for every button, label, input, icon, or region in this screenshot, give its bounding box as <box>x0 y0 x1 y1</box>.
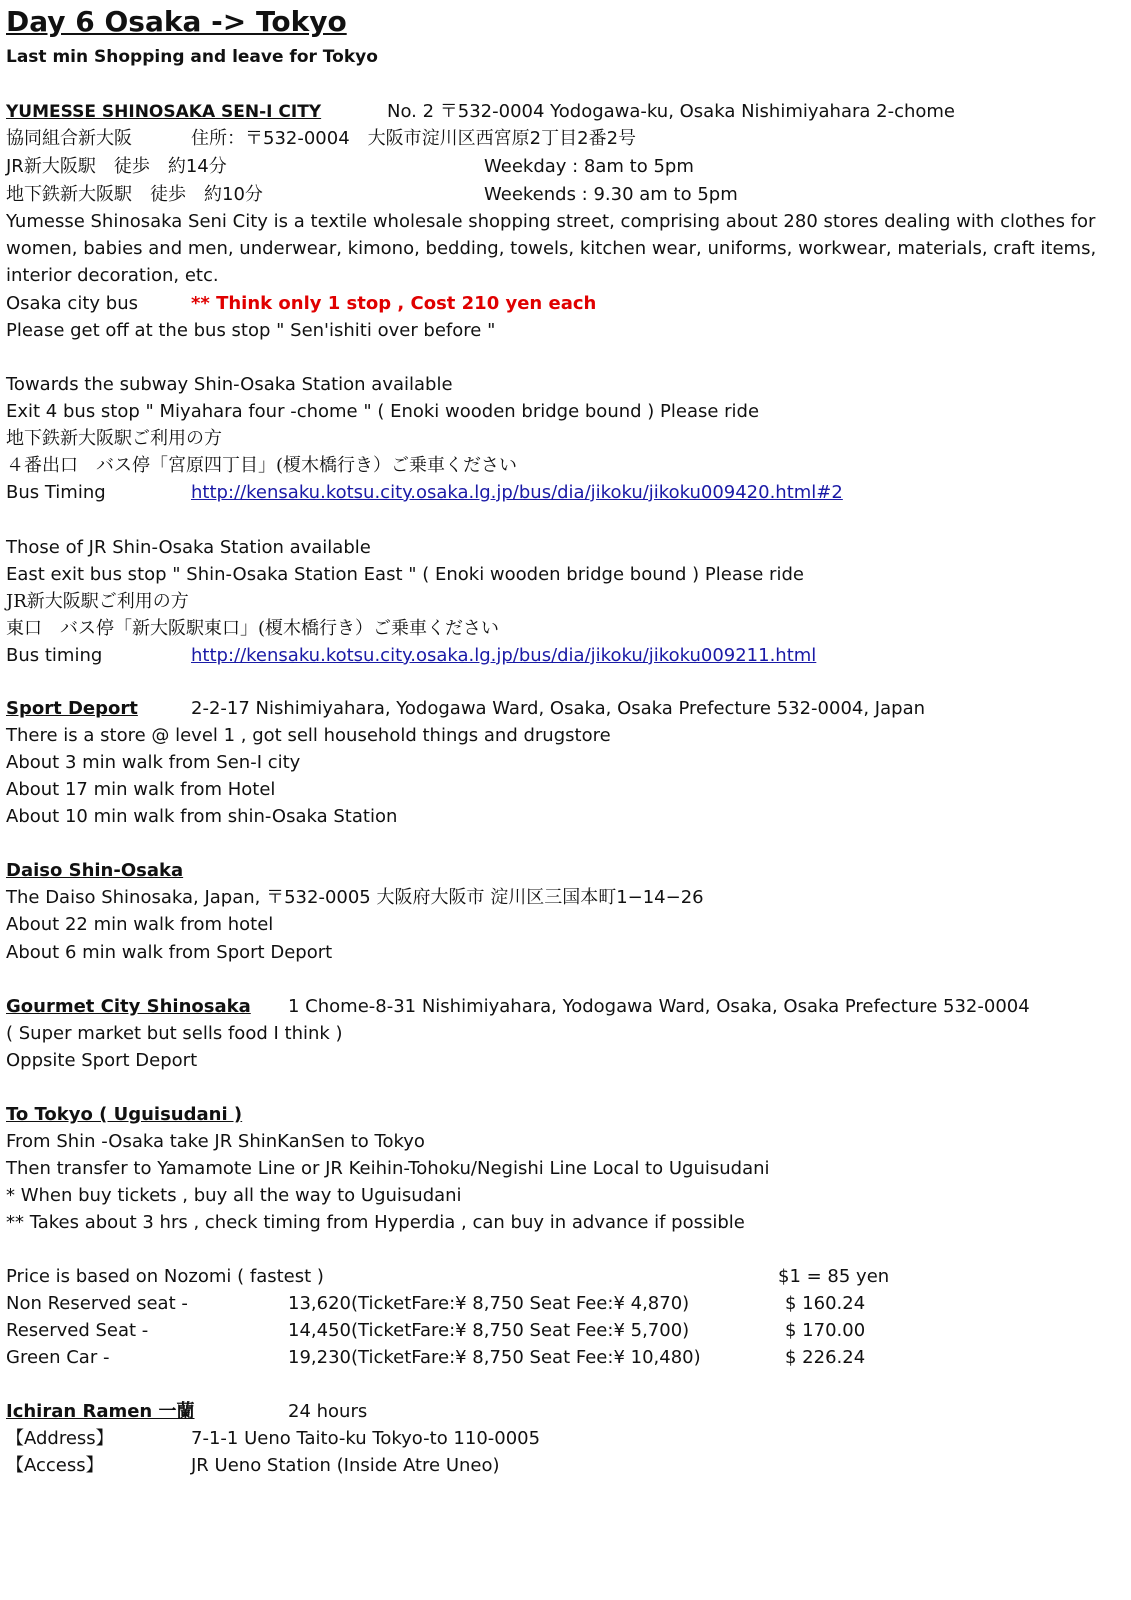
tokyo-line: From Shin -Osaka take JR ShinKanSen to Tokyo <box>6 1131 425 1152</box>
gourmet-line: Oppsite Sport Deport <box>6 1050 198 1071</box>
bus-timing-link[interactable]: http://kensaku.kotsu.city.osaka.lg.jp/bus/dia/jikoku/jikoku009420.html#2 <box>191 482 843 503</box>
price-row-fare: 13,620(TicketFare:¥ 8,750 Seat Fee:¥ 4,870) <box>288 1293 690 1314</box>
jr-exit: East exit bus stop " Shin-Osaka Station East " ( Enoki wooden bridge bound ) Please ride <box>6 564 804 585</box>
price-row-fare: 19,230(TicketFare:¥ 8,750 Seat Fee:¥ 10,480) <box>288 1347 701 1368</box>
price-intro: Price is based on Nozomi ( fastest ) <box>6 1266 324 1287</box>
ichiran-hours: 24 hours <box>288 1401 368 1422</box>
jr-heading: Those of JR Shin-Osaka Station available <box>6 537 371 558</box>
gourmet-address: 1 Chome-8-31 Nishimiyahara, Yodogawa Ward, Osaka, Osaka Prefecture 532-0004 <box>288 996 1030 1017</box>
bus-label: Osaka city bus <box>6 293 138 314</box>
get-off-note: Please get off at the bus stop " Sen'ishiti over before " <box>6 320 496 341</box>
tokyo-line: * When buy tickets , buy all the way to Uguisudani <box>6 1185 462 1206</box>
tokyo-line: Then transfer to Yamamote Line or JR Keihin-Tohoku/Negishi Line Local to Uguisudani <box>6 1158 770 1179</box>
ichiran-access: JR Ueno Station (Inside Atre Uneo) <box>191 1455 500 1476</box>
yumesse-address-en: No. 2 〒532-0004 Yodogawa-ku, Osaka Nishimiyahara 2-chome <box>387 101 956 122</box>
yumesse-description-line: women, babies and men, underwear, kimono, bedding, towels, kitchen wear, uniforms, workwear, materials, craft items, <box>6 238 1097 259</box>
sport-heading: Sport Deport <box>6 698 138 719</box>
yumesse-jp-name: 協同組合新大阪 <box>6 128 132 149</box>
ichiran-access-label: 【Access】 <box>6 1455 104 1476</box>
price-row-label: Reserved Seat - <box>6 1320 149 1341</box>
yumesse-weekend-hours: Weekends : 9.30 am to 5pm <box>484 184 738 205</box>
subway-jp-line: 地下鉄新大阪駅ご利用の方 <box>6 428 222 449</box>
gourmet-line: ( Super market but sells food I think ) <box>6 1023 343 1044</box>
ichiran-heading: Ichiran Ramen 一蘭 <box>6 1401 195 1422</box>
jr-jp-line: 東口 バス停「新大阪駅東口」(榎木橋行き）ご乗車ください <box>6 618 500 639</box>
price-row-usd: $ 160.24 <box>785 1293 866 1314</box>
tokyo-line: ** Takes about 3 hrs , check timing from Hyperdia , can buy in advance if possible <box>6 1212 745 1233</box>
bus-timing-label: Bus Timing <box>6 482 106 503</box>
price-row-usd: $ 170.00 <box>785 1320 866 1341</box>
daiso-heading: Daiso Shin-Osaka <box>6 860 184 881</box>
gourmet-heading: Gourmet City Shinosaka <box>6 996 251 1017</box>
sport-line: There is a store @ level 1 , got sell household things and drugstore <box>6 725 611 746</box>
price-row-usd: $ 226.24 <box>785 1347 866 1368</box>
yumesse-weekday-hours: Weekday : 8am to 5pm <box>484 156 694 177</box>
sport-line: About 3 min walk from Sen-I city <box>6 752 301 773</box>
yumesse-description-line: Yumesse Shinosaka Seni City is a textile wholesale shopping street, comprising about 280 stores dealing with clothes for <box>6 211 1096 232</box>
ichiran-address-label: 【Address】 <box>6 1428 114 1449</box>
bus-timing-link[interactable]: http://kensaku.kotsu.city.osaka.lg.jp/bus/dia/jikoku/jikoku009211.html <box>191 645 817 666</box>
bus-note: ** Think only 1 stop , Cost 210 yen each <box>191 293 597 314</box>
subway-heading: Towards the subway Shin-Osaka Station available <box>6 374 453 395</box>
sport-address: 2-2-17 Nishimiyahara, Yodogawa Ward, Osaka, Osaka Prefecture 532-0004, Japan <box>191 698 926 719</box>
daiso-line: About 22 min walk from hotel <box>6 914 274 935</box>
yumesse-subway-walk: 地下鉄新大阪駅 徒歩 約10分 <box>6 184 263 205</box>
sport-line: About 10 min walk from shin-Osaka Station <box>6 806 398 827</box>
subway-jp-line: ４番出口 バス停「宮原四丁目」(榎木橋行き）ご乗車ください <box>6 455 518 476</box>
price-row-label: Non Reserved seat - <box>6 1293 188 1314</box>
subway-exit: Exit 4 bus stop " Miyahara four -chome " ( Enoki wooden bridge bound ) Please ride <box>6 401 760 422</box>
ichiran-address: 7-1-1 Ueno Taito-ku Tokyo-to 110-0005 <box>191 1428 541 1449</box>
price-row-label: Green Car - <box>6 1347 110 1368</box>
yumesse-description-line: interior decoration, etc. <box>6 265 219 286</box>
bus-timing-label: Bus timing <box>6 645 103 666</box>
sport-line: About 17 min walk from Hotel <box>6 779 276 800</box>
price-row-fare: 14,450(TicketFare:¥ 8,750 Seat Fee:¥ 5,700) <box>288 1320 690 1341</box>
daiso-line: The Daiso Shinosaka, Japan, 〒532-0005 大阪府大阪市 淀川区三国本町1−14−26 <box>6 887 704 908</box>
yumesse-jr-walk: JR新大阪駅 徒歩 約14分 <box>6 156 227 177</box>
tokyo-heading: To Tokyo ( Uguisudani ) <box>6 1104 243 1125</box>
page-title: Day 6 Osaka -> Tokyo <box>6 5 347 38</box>
yumesse-heading: YUMESSE SHINOSAKA SEN-I CITY <box>6 102 322 122</box>
jr-jp-line: JR新大阪駅ご利用の方 <box>6 591 189 612</box>
daiso-line: About 6 min walk from Sport Deport <box>6 942 333 963</box>
exchange-rate: $1 = 85 yen <box>778 1266 890 1287</box>
page-subtitle: Last min Shopping and leave for Tokyo <box>6 47 378 67</box>
yumesse-jp-address: 住所：〒532-0004 大阪市淀川区西宮原2丁目2番2号 <box>191 128 637 149</box>
